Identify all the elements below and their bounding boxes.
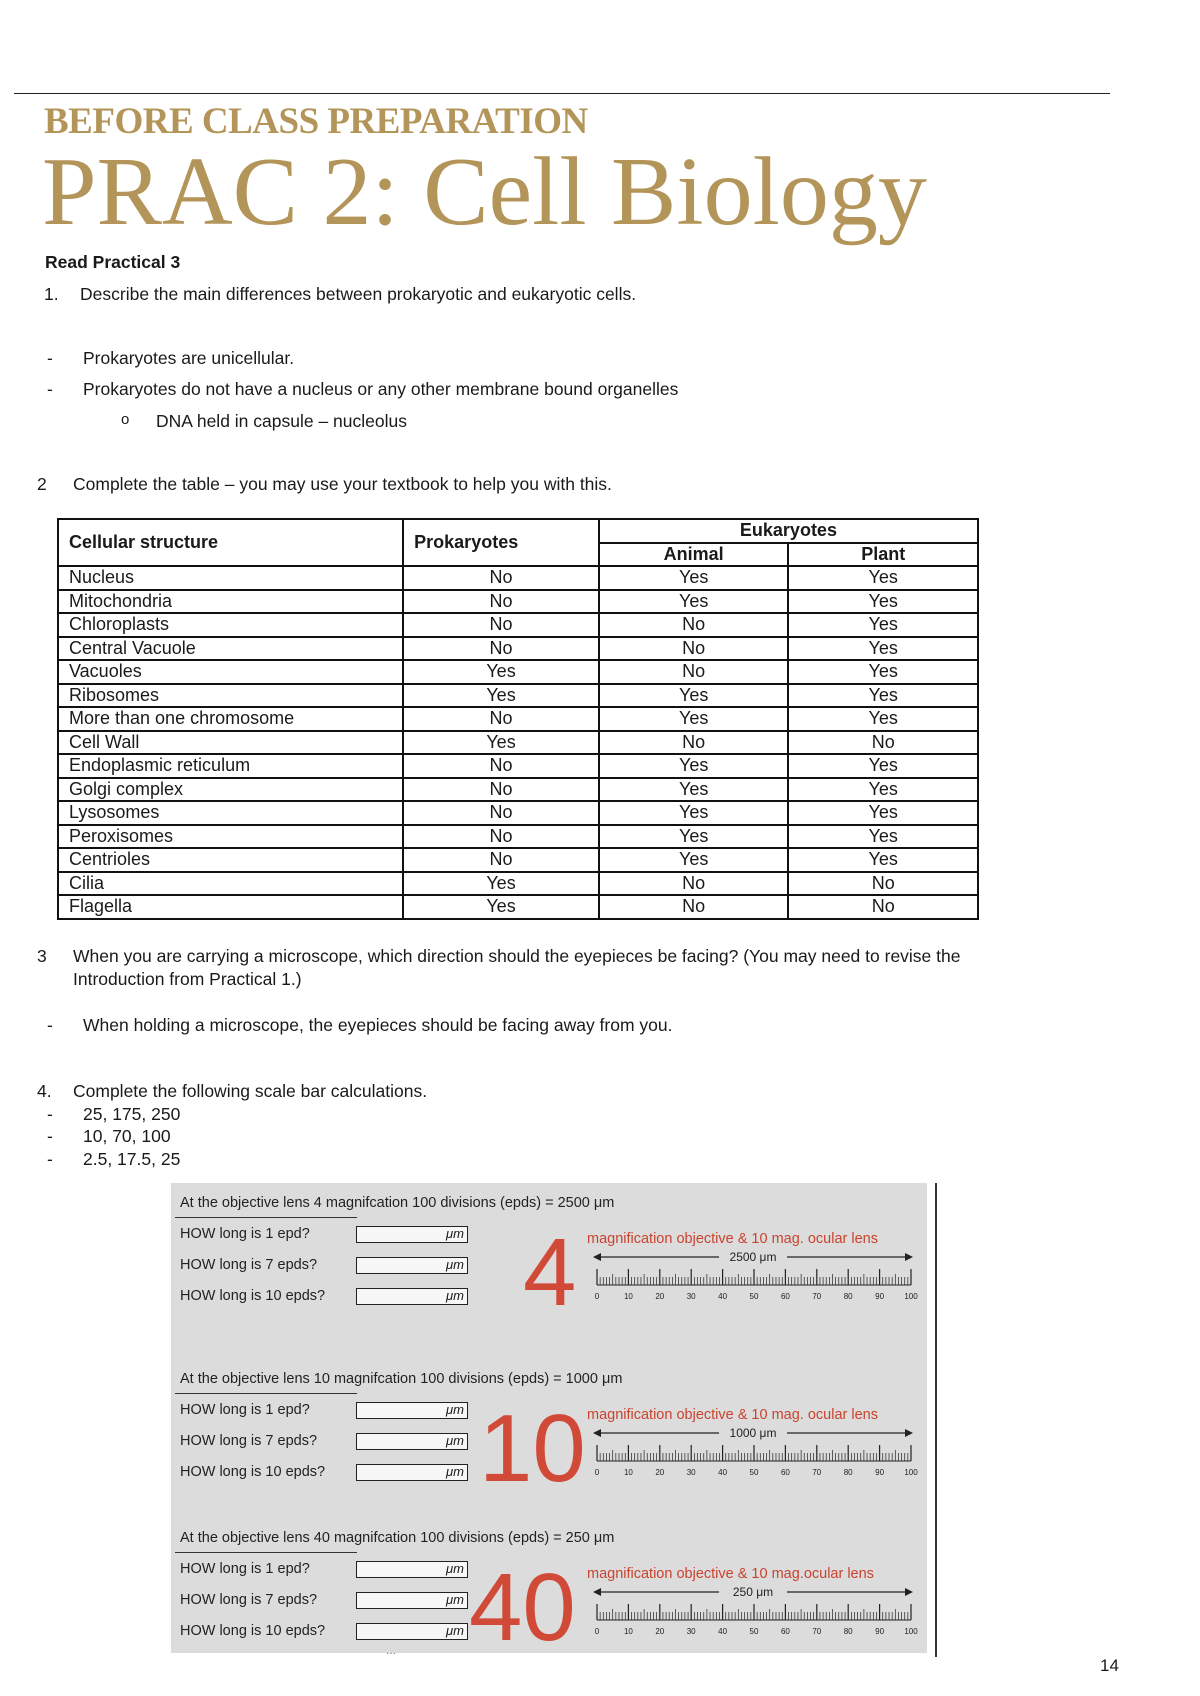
header-animal: Animal	[599, 543, 789, 567]
animal-cell: Yes	[599, 801, 789, 825]
animal-cell: Yes	[599, 707, 789, 731]
q3-text-line2: Introduction from Practical 1.)	[73, 969, 302, 989]
table-row	[58, 778, 978, 802]
bullet-dash: -	[47, 1104, 53, 1124]
table-row	[58, 566, 978, 590]
ruler-tick-label: 80	[843, 1627, 853, 1636]
ruler-tick-label: 40	[718, 1627, 728, 1636]
animal-cell: No	[599, 613, 789, 637]
ruler-tick-label: 30	[686, 1292, 696, 1301]
scale-block-header: At the objective lens 40 magnifcation 100 divisions (epds) = 250 μm	[180, 1530, 615, 1546]
ruler-tick-label: 0	[594, 1627, 600, 1636]
scale-length-label: 250 μm	[732, 1585, 774, 1599]
q4-number: 4.	[37, 1081, 52, 1101]
table-row	[58, 613, 978, 637]
epd-answer-field[interactable]: μm	[356, 1464, 468, 1481]
ruler-tick-label: 20	[655, 1468, 665, 1477]
header-cellular-structure: Cellular structure	[58, 519, 403, 566]
structure-cell: Nucleus	[58, 566, 403, 590]
q4-answer-1: 25, 175, 250	[83, 1104, 181, 1124]
structure-cell: Vacuoles	[58, 660, 403, 684]
q3-answer: When holding a microscope, the eyepieces should be facing away from you.	[83, 1015, 673, 1035]
ruler-tick-label: 90	[875, 1292, 885, 1301]
eyepiece-scale-bar	[589, 1423, 919, 1489]
header-underline	[175, 1217, 357, 1218]
animal-cell: Yes	[599, 778, 789, 802]
animal-cell: Yes	[599, 848, 789, 872]
bullet-dash: -	[47, 379, 53, 399]
ruler-tick-label: 20	[655, 1627, 665, 1636]
top-rule	[14, 93, 1110, 94]
epd-question: HOW long is 1 epd?	[180, 1402, 310, 1418]
worksheet-border	[935, 1183, 937, 1657]
eyepiece-scale-bar	[589, 1582, 919, 1648]
epd-question: HOW long is 1 epd?	[180, 1561, 310, 1577]
objective-magnification-number: 10	[479, 1395, 586, 1502]
plant-cell: No	[788, 895, 978, 919]
objective-magnification-number: 40	[469, 1554, 576, 1661]
q4-answer-3: 2.5, 17.5, 25	[83, 1149, 181, 1169]
ruler-tick-label: 100	[904, 1292, 918, 1301]
ruler-tick-label: 80	[843, 1292, 853, 1301]
arrow-right-icon	[905, 1253, 913, 1261]
structure-cell: More than one chromosome	[58, 707, 403, 731]
read-instruction: Read Practical 3	[45, 252, 181, 272]
table-row	[58, 684, 978, 708]
table-row	[58, 660, 978, 684]
structure-cell: Flagella	[58, 895, 403, 919]
animal-cell: No	[599, 660, 789, 684]
prokaryote-cell: No	[403, 566, 599, 590]
plant-cell: Yes	[788, 590, 978, 614]
epd-question: HOW long is 1 epd?	[180, 1226, 310, 1242]
epd-answer-field[interactable]: μm	[356, 1257, 468, 1274]
plant-cell: Yes	[788, 684, 978, 708]
prokaryote-cell: No	[403, 637, 599, 661]
structure-cell: Endoplasmic reticulum	[58, 754, 403, 778]
table-row	[58, 731, 978, 755]
prokaryote-cell: Yes	[403, 872, 599, 896]
epd-question: HOW long is 7 epds?	[180, 1592, 318, 1608]
ruler-tick-label: 60	[780, 1468, 790, 1477]
ruler-tick-label: 30	[686, 1627, 696, 1636]
sub-bullet: o	[121, 411, 130, 428]
table-row	[58, 637, 978, 661]
animal-cell: No	[599, 731, 789, 755]
prokaryote-cell: No	[403, 825, 599, 849]
ruler-tick-label: 30	[686, 1468, 696, 1477]
plant-cell: No	[788, 731, 978, 755]
ruler-tick-label: 80	[843, 1468, 853, 1477]
ruler-tick-label: 40	[718, 1292, 728, 1301]
header-plant: Plant	[788, 543, 978, 567]
animal-cell: Yes	[599, 754, 789, 778]
epd-question: HOW long is 10 epds?	[180, 1288, 326, 1304]
scale-length-label: 1000 μm	[729, 1426, 777, 1440]
ruler-tick-label: 50	[749, 1627, 759, 1636]
bullet-dash: -	[47, 348, 53, 368]
header-eukaryotes: Eukaryotes	[599, 519, 978, 543]
q1-text: Describe the main differences between prokaryotic and eukaryotic cells.	[80, 284, 637, 304]
plant-cell: Yes	[788, 637, 978, 661]
epd-answer-field[interactable]: μm	[356, 1561, 468, 1578]
scale-length-label: 2500 μm	[729, 1250, 777, 1264]
structure-cell: Lysosomes	[58, 801, 403, 825]
header-underline	[175, 1393, 357, 1394]
bullet-dash: -	[47, 1126, 53, 1146]
epd-question: HOW long is 10 epds?	[180, 1623, 326, 1639]
plant-cell: Yes	[788, 613, 978, 637]
ruler-tick-label: 20	[655, 1292, 665, 1301]
prokaryote-cell: Yes	[403, 895, 599, 919]
section-kicker: BEFORE CLASS PREPARATION	[44, 101, 588, 142]
prokaryote-cell: No	[403, 754, 599, 778]
scale-block	[171, 1195, 927, 1345]
ruler-tick-label: 50	[749, 1468, 759, 1477]
table-row	[58, 872, 978, 896]
animal-cell: No	[599, 637, 789, 661]
animal-cell: Yes	[599, 825, 789, 849]
page-number: 14	[1100, 1656, 1119, 1675]
q2-number: 2	[37, 474, 47, 494]
ruler-tick-label: 0	[594, 1468, 600, 1477]
ruler-tick-label: 90	[875, 1627, 885, 1636]
scale-block-header: At the objective lens 4 magnifcation 100 divisions (epds) = 2500 μm	[180, 1195, 615, 1211]
page-title: PRAC 2: Cell Biology	[42, 138, 927, 246]
magnification-caption: magnification objective & 10 mag. ocular lens	[587, 1407, 878, 1423]
table-row	[58, 707, 978, 731]
ruler-tick-label: 60	[780, 1627, 790, 1636]
ruler-tick-label: 40	[718, 1468, 728, 1477]
ruler-tick-label: 0	[594, 1292, 600, 1301]
q3-number: 3	[37, 946, 47, 966]
cell-structure-table	[57, 518, 979, 920]
epd-question: HOW long is 10 epds?	[180, 1464, 326, 1480]
plant-cell: Yes	[788, 660, 978, 684]
ellipsis-mark: ···	[386, 1648, 396, 1659]
plant-cell: Yes	[788, 754, 978, 778]
prokaryote-cell: Yes	[403, 731, 599, 755]
plant-cell: Yes	[788, 778, 978, 802]
epd-question: HOW long is 7 epds?	[180, 1433, 318, 1449]
epd-answer-field[interactable]: μm	[356, 1402, 468, 1419]
structure-cell: Cilia	[58, 872, 403, 896]
epd-question: HOW long is 7 epds?	[180, 1257, 318, 1273]
prokaryote-cell: No	[403, 778, 599, 802]
q1-answer-2: Prokaryotes do not have a nucleus or any other membrane bound organelles	[83, 379, 679, 399]
animal-cell: No	[599, 895, 789, 919]
table-row	[58, 754, 978, 778]
plant-cell: Yes	[788, 707, 978, 731]
ruler-tick-label: 100	[904, 1468, 918, 1477]
structure-cell: Chloroplasts	[58, 613, 403, 637]
structure-cell: Central Vacuole	[58, 637, 403, 661]
structure-cell: Golgi complex	[58, 778, 403, 802]
magnification-caption: magnification objective & 10 mag. ocular lens	[587, 1231, 878, 1247]
table-row	[58, 590, 978, 614]
q3-text-line1: When you are carrying a microscope, which direction should the eyepieces be facing? (You may need to revise the	[73, 946, 961, 966]
structure-cell: Ribosomes	[58, 684, 403, 708]
ruler-tick-label: 70	[812, 1292, 822, 1301]
prokaryote-cell: Yes	[403, 660, 599, 684]
plant-cell: Yes	[788, 825, 978, 849]
ruler-tick-label: 60	[780, 1292, 790, 1301]
animal-cell: No	[599, 872, 789, 896]
ruler-tick-label: 10	[623, 1468, 633, 1477]
prokaryote-cell: No	[403, 613, 599, 637]
arrow-right-icon	[905, 1588, 913, 1596]
arrow-left-icon	[593, 1429, 601, 1437]
epd-answer-field[interactable]: μm	[356, 1592, 468, 1609]
ruler-tick-label: 90	[875, 1468, 885, 1477]
prokaryote-cell: No	[403, 801, 599, 825]
table-row	[58, 825, 978, 849]
q1-answer-1: Prokaryotes are unicellular.	[83, 348, 295, 368]
bullet-dash: -	[47, 1015, 53, 1035]
ruler-tick-label: 10	[623, 1292, 633, 1301]
ruler-tick-label: 70	[812, 1627, 822, 1636]
animal-cell: Yes	[599, 684, 789, 708]
magnification-caption: magnification objective & 10 mag.ocular lens	[587, 1566, 874, 1582]
header-prokaryotes: Prokaryotes	[403, 519, 599, 566]
prokaryote-cell: No	[403, 590, 599, 614]
arrow-right-icon	[905, 1429, 913, 1437]
plant-cell: No	[788, 872, 978, 896]
header-underline	[175, 1552, 357, 1553]
table-row	[58, 801, 978, 825]
q4-text: Complete the following scale bar calculations.	[73, 1081, 428, 1101]
table-row	[58, 895, 978, 919]
epd-answer-field[interactable]: μm	[356, 1226, 468, 1243]
plant-cell: Yes	[788, 801, 978, 825]
arrow-left-icon	[593, 1588, 601, 1596]
epd-answer-field[interactable]: μm	[356, 1433, 468, 1450]
objective-magnification-number: 4	[523, 1219, 577, 1326]
scale-block	[171, 1530, 927, 1680]
epd-answer-field[interactable]: μm	[356, 1623, 468, 1640]
prokaryote-cell: No	[403, 848, 599, 872]
prokaryote-cell: Yes	[403, 684, 599, 708]
animal-cell: Yes	[599, 566, 789, 590]
eyepiece-scale-bar	[589, 1247, 919, 1313]
structure-cell: Cell Wall	[58, 731, 403, 755]
ruler-tick-label: 70	[812, 1468, 822, 1477]
q1-sub-answer: DNA held in capsule – nucleolus	[156, 411, 407, 431]
animal-cell: Yes	[599, 590, 789, 614]
ruler-tick-label: 50	[749, 1292, 759, 1301]
scale-block	[171, 1371, 927, 1521]
q4-answer-2: 10, 70, 100	[83, 1126, 171, 1146]
bullet-dash: -	[47, 1149, 53, 1169]
structure-cell: Centrioles	[58, 848, 403, 872]
plant-cell: Yes	[788, 848, 978, 872]
arrow-left-icon	[593, 1253, 601, 1261]
scale-block-header: At the objective lens 10 magnifcation 100 divisions (epds) = 1000 μm	[180, 1371, 623, 1387]
prokaryote-cell: No	[403, 707, 599, 731]
q1-number: 1.	[44, 284, 59, 304]
structure-cell: Mitochondria	[58, 590, 403, 614]
plant-cell: Yes	[788, 566, 978, 590]
scale-bar-worksheet	[171, 1183, 927, 1661]
q2-text: Complete the table – you may use your textbook to help you with this.	[73, 474, 612, 494]
ruler-tick-label: 100	[904, 1627, 918, 1636]
ruler-tick-label: 10	[623, 1627, 633, 1636]
table-row	[58, 848, 978, 872]
epd-answer-field[interactable]: μm	[356, 1288, 468, 1305]
structure-cell: Peroxisomes	[58, 825, 403, 849]
